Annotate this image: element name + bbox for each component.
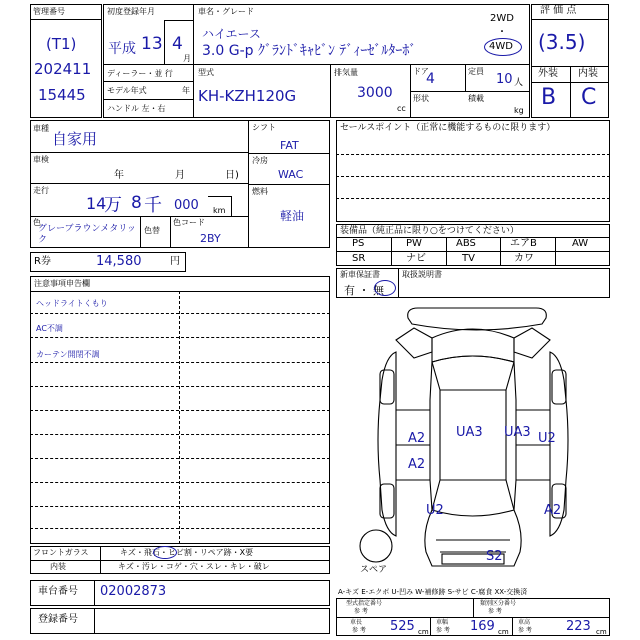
capacity-value: 10 [496, 72, 513, 87]
mileage-d2: 8 [131, 193, 142, 213]
vehicle-type-value: 自家用 [52, 130, 98, 148]
capacity-label: 定員 [468, 67, 484, 76]
height-unit: cm [596, 628, 607, 636]
drive-dot: ・ [497, 27, 507, 38]
car-label: 車名・グレード [198, 7, 254, 16]
capacity-unit: 人 [514, 78, 524, 88]
reg-year: 13 [141, 34, 163, 54]
length-value: 525 [390, 619, 415, 634]
height-ref: 参 考 [518, 627, 532, 634]
mgmt-num1: 202411 [34, 60, 92, 78]
width-value: 169 [470, 619, 495, 634]
rating-int: C [581, 85, 597, 110]
drive-4wd: 4WD [489, 41, 513, 52]
car-name: ハイエース [202, 27, 261, 41]
sales-label: セールスポイント（正常に機能するものに限ります） [340, 123, 556, 133]
fuel-value: 軽油 [280, 209, 305, 223]
rating-ext: B [541, 85, 557, 110]
mileage-label: 走行 [33, 186, 49, 195]
damage-mark-2: UA3 [456, 425, 483, 440]
load-unit: kg [514, 106, 524, 115]
mileage-u2: 千 [144, 195, 162, 216]
recycle-unit: 円 [170, 256, 180, 267]
shape-label: 形状 [413, 94, 429, 103]
fuel-label: 燃料 [252, 187, 268, 196]
car-grade: 3.0 G-p ｸﾞﾗﾝﾄﾞｷｬﾋﾞﾝ ﾃﾞｨｰｾﾞﾙﾀｰﾎﾞ [202, 43, 417, 59]
front-glass-label: フロントガラス [33, 548, 89, 557]
spare-label: スペア [360, 565, 388, 575]
engine-value: 3000 [357, 85, 393, 101]
damage-mark-8: S2 [486, 549, 503, 564]
reg-dealer: ディーラー・並 行 [107, 69, 173, 78]
inspection-month: 月 [175, 170, 185, 181]
type-num-ref: 参 考 [354, 608, 368, 615]
recycle-label: R券 [34, 256, 51, 267]
engine-label: 排気量 [334, 68, 358, 77]
equip-airbag: エアB [510, 238, 537, 249]
reg-handle: ハンドル 左・右 [107, 104, 166, 113]
color-code: 2BY [200, 232, 221, 245]
equipment-label: 装備品（純正品に限り○をつけてください） [340, 226, 519, 236]
mileage-d3: 000 [174, 198, 199, 213]
engine-unit: cc [397, 104, 406, 113]
front-glass-circle [153, 546, 177, 559]
damage-mark-1: A2 [408, 431, 426, 446]
reg-year-unit: 年 [182, 86, 190, 95]
note-item-3: カーテン開閉不調 [36, 350, 100, 359]
mgmt-label: 管理番号 [33, 7, 65, 16]
length-unit: cm [418, 628, 429, 636]
shift-value: FAT [280, 139, 299, 152]
width-label: 車幅 [436, 619, 449, 626]
equip-navi: ナビ [406, 253, 426, 264]
reg-model-year: モデル年式 [107, 86, 147, 95]
vehicle-type-label: 車種 [33, 124, 49, 133]
inspection-year: 年 [114, 170, 124, 181]
interior-options: キズ・汚レ・コゲ・穴・スレ・キレ・破レ [118, 562, 270, 571]
car-diagram [336, 300, 610, 585]
equip-ps: PS [352, 238, 365, 249]
damage-legend: A-キズ E-エクボ U-凹み W-補修跡 S-サビ C-腐食 XX-交換済 [338, 588, 528, 596]
color-repaint: 色替 [144, 226, 160, 235]
doors-label: ドア [413, 67, 429, 76]
recycle-value: 14,580 [96, 254, 142, 269]
color-label: 色 [33, 218, 41, 227]
rating-ext-label: 外装 [538, 68, 558, 79]
damage-mark-4: U2 [538, 431, 556, 446]
doors-value: 4 [426, 71, 435, 87]
manual-label: 取扱説明書 [402, 270, 442, 279]
model-value: KH-KZH120G [198, 87, 297, 105]
equip-sr: SR [352, 253, 366, 264]
height-value: 223 [566, 619, 591, 634]
damage-mark-3: UA3 [504, 425, 531, 440]
drive-2wd: 2WD [490, 13, 514, 24]
cat-num-label: 類別区分番号 [480, 600, 517, 607]
width-unit: cm [498, 628, 509, 636]
width-ref: 参 考 [436, 627, 450, 634]
note-item-1: ヘッドライトくもり [36, 299, 108, 308]
warranty-label: 新車保証書 [340, 270, 380, 279]
aircon-label: 冷房 [252, 156, 268, 165]
note-item-2: AC不調 [36, 324, 63, 333]
main-info-box [103, 4, 530, 118]
inspection-label: 車検 [33, 155, 49, 164]
equip-pw: PW [406, 238, 422, 249]
length-label: 車長 [350, 619, 363, 626]
shift-label: シフト [252, 123, 276, 132]
cat-num-ref: 参 考 [488, 608, 502, 615]
damage-mark-7: A2 [544, 503, 562, 518]
inspection-day: 日) [225, 170, 239, 181]
mgmt-code: (T1) [46, 35, 77, 53]
chassis-label: 車台番号 [38, 586, 78, 597]
front-glass-options: キズ・飛石・ヒビ割・リペア跡・X要 [120, 548, 254, 557]
mgmt-num2: 15445 [38, 86, 86, 104]
color-code-label: 色コード [173, 218, 205, 227]
type-num-label: 型式指定番号 [346, 600, 383, 607]
mileage-u1: 万 [104, 195, 122, 216]
plate-label: 登録番号 [38, 614, 78, 625]
reg-month-unit: 月 [183, 54, 191, 63]
equip-tv: TV [462, 253, 475, 264]
color-value: グレーブラウンメタリック [38, 224, 136, 245]
equip-abs: ABS [456, 238, 476, 249]
damage-mark-6: U2 [426, 503, 444, 518]
model-label: 型式 [198, 68, 214, 77]
rating-label: 評 価 点 [540, 5, 577, 16]
equip-leather: カワ [514, 253, 534, 264]
reg-label: 初度登録年月 [107, 7, 155, 16]
mileage-d1: 14 [86, 194, 107, 213]
length-ref: 参 考 [352, 627, 366, 634]
reg-era: 平成 [108, 41, 136, 57]
sales-box [336, 120, 610, 222]
reg-month: 4 [172, 34, 183, 54]
rating-score: (3.5) [538, 30, 586, 54]
notes-label: 注意事項申告欄 [34, 279, 90, 288]
chassis-value: 02002873 [100, 584, 167, 599]
damage-mark-5: A2 [408, 457, 426, 472]
aircon-value: WAC [278, 168, 304, 181]
load-label: 積載 [468, 94, 484, 103]
rating-int-label: 内装 [578, 68, 598, 79]
warranty-circle [374, 280, 396, 296]
equip-aw: AW [572, 238, 589, 249]
mileage-unit: km [213, 206, 226, 215]
warranty-value: 有 ・ 無 [344, 284, 384, 297]
interior-label: 内装 [50, 562, 66, 571]
height-label: 車高 [518, 619, 531, 626]
